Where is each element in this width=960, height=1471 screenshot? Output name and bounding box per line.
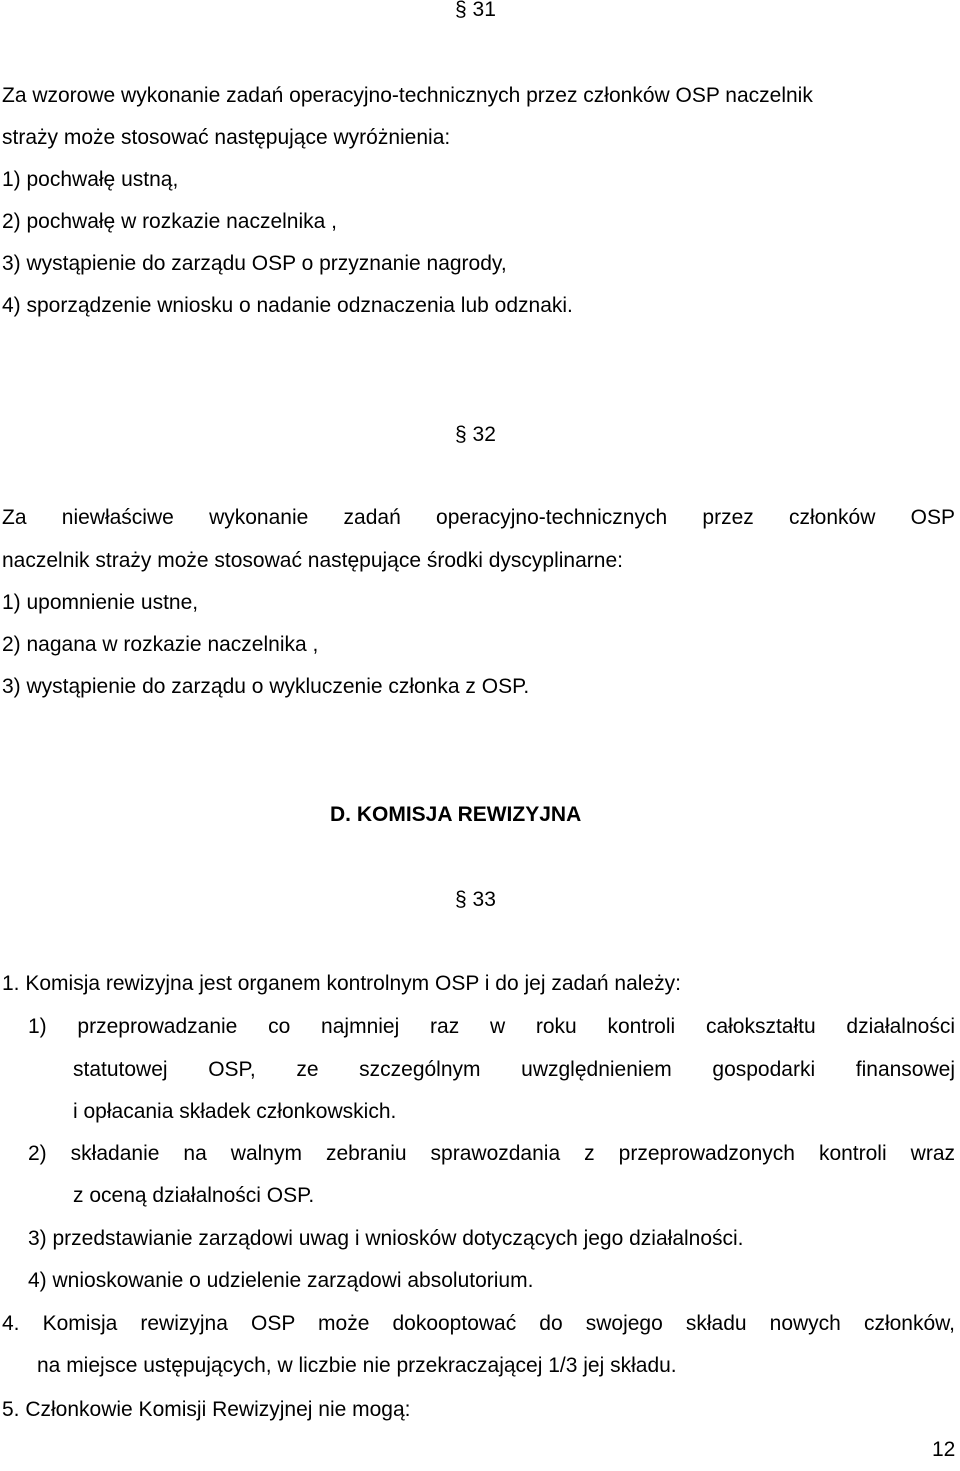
list-item: 2) pochwałę w rozkazie naczelnika , [2, 210, 337, 233]
paragraph-line: Za wzorowe wykonanie zadań operacyjno-technicznych przez członków OSP naczelnik [2, 84, 813, 107]
paragraph-line: Za niewłaściwe wykonanie zadań operacyjno-technicznych przez członków OSP [2, 506, 955, 529]
paragraph-line: 1. Komisja rewizyjna jest organem kontrolnym OSP i do jej zadań należy: [2, 972, 681, 995]
paragraph-line: 5. Członkowie Komisji Rewizyjnej nie mogą: [2, 1398, 411, 1421]
section-mark-31: § 31 [455, 0, 496, 21]
list-item-continuation: i opłacania składek członkowskich. [73, 1100, 397, 1123]
list-item: 3) wystąpienie do zarządu o wykluczenie członka z OSP. [2, 675, 530, 698]
paragraph-line: naczelnik straży może stosować następujące środki dyscyplinarne: [2, 549, 623, 572]
list-item: 4) wnioskowanie o udzielenie zarządowi absolutorium. [28, 1269, 534, 1292]
paragraph-line: straży może stosować następujące wyróżnienia: [2, 126, 451, 149]
list-item: 2) nagana w rozkazie naczelnika , [2, 633, 319, 656]
list-item: 1) przeprowadzanie co najmniej raz w roku kontroli całokształtu działalności [28, 1015, 955, 1038]
section-mark-32: § 32 [455, 423, 496, 446]
paragraph-line: na miejsce ustępujących, w liczbie nie przekraczającej 1/3 jej składu. [37, 1354, 677, 1377]
list-item-continuation: z oceną działalności OSP. [73, 1184, 315, 1207]
list-item: 1) pochwałę ustną, [2, 168, 179, 191]
list-item: 2) składanie na walnym zebraniu sprawozdania z przeprowadzonych kontroli wraz [28, 1142, 955, 1165]
list-item-continuation: statutowej OSP, ze szczególnym uwzględnieniem gospodarki finansowej [73, 1058, 955, 1081]
list-item: 3) wystąpienie do zarządu OSP o przyznanie nagrody, [2, 252, 507, 275]
list-item: 3) przedstawianie zarządowi uwag i wniosków dotyczących jego działalności. [28, 1227, 744, 1250]
page-number: 12 [932, 1438, 956, 1461]
list-item: 4) sporządzenie wniosku o nadanie odznaczenia lub odznaki. [2, 294, 573, 317]
section-mark-33: § 33 [455, 888, 496, 911]
section-heading: D. KOMISJA REWIZYJNA [330, 803, 582, 826]
list-item: 1) upomnienie ustne, [2, 591, 199, 614]
paragraph-line: 4. Komisja rewizyjna OSP może dokooptować do swojego składu nowych członków, [2, 1312, 955, 1335]
